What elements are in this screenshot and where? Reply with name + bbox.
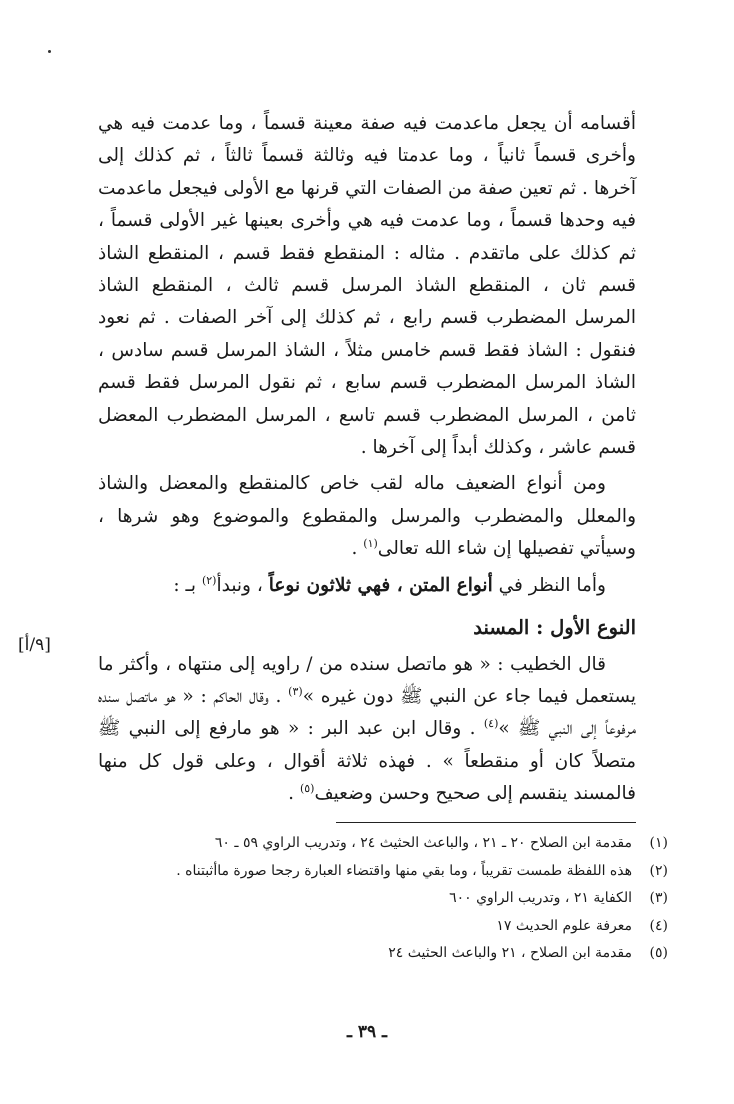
paragraph-3-end: بـ : [173, 574, 202, 596]
footnote-ref-2[interactable]: (٢) [201, 573, 217, 587]
footnote-number: (١) [649, 835, 668, 851]
main-text [98, 108, 636, 811]
footnote-item [98, 885, 668, 913]
footnote-ref-3[interactable]: (٣) [288, 684, 303, 698]
section-heading: النوع الأول : المسند [473, 616, 636, 640]
footnote-number: (٣) [649, 890, 668, 906]
paragraph-2-end: . [351, 538, 364, 560]
paragraph-2 [98, 468, 636, 565]
paragraph-1: أقسامه أن يجعل ماعدمت فيه صفة معينة قسماً ، وما عدمت فيه هي وأخرى قسماً ثانياً ، وما عدمتا فيه وثالثة قسماً ثالثاً ، ثم كذلك إلى آخرها . ثم تعين صفة من الصفات التي قرنها مع الأولى فيجعل ماعدمت فيه وحدها قسماً ، وما عدمت فيه هي وأخرى بعينها غير الأولى قسماً ، ثم كذلك على ماتقدم . مثاله : المنقطع فقط قسم ، المنقطع الشاذ قسم ثان ، المنقطع الشاذ المرسل قسم ثالث ، المنقطع الشاذ المرسل المضطرب قسم رابع ، ثم كذلك إلى آخر الصفات . ثم نعود فنقول : الشاذ فقط قسم خامس مثلاً ، الشاذ المرسل قسم سادس ، الشاذ المرسل المضطرب قسم سابع ، ثم نقول المرسل فقط قسم ثامن ، المرسل المضطرب قسم تاسع ، المرسل المضطرب المعضل قسم عاشر ، وكذلك أبداً إلى آخرها . [98, 113, 636, 459]
footnote-ref-5[interactable]: (٥) [299, 781, 315, 795]
footnote-text: مقدمة ابن الصلاح ٢٠ ـ ٢١ ، والباعث الحثيث ٢٤ ، وتدريب الراوي ٥٩ ـ ٦٠ [214, 835, 632, 851]
paragraph-2-text: ومن أنواع الضعيف ماله لقب خاص كالمنقطع والمعضل والشاذ والمعلل والمضطرب والمرسل والمقطوع والموضوع وهو شرها ، وسيأتي تفصيلها إن شاء الله تعالى [98, 473, 636, 560]
manuscript-folio-ref: [٩/أ] [18, 635, 51, 655]
ink-speck [48, 50, 51, 53]
paragraph-4-end: . [288, 783, 300, 805]
paragraph-4-part-2: . وقال الحاكم : « هو ماتصل سنده مرفوعاً إلى النبي ﷺ » [98, 685, 636, 740]
footnote-item [98, 858, 668, 886]
footnote-ref-4[interactable]: (٤) [483, 717, 499, 731]
footnote-number: (٢) [649, 862, 668, 879]
footnotes [98, 830, 668, 968]
footnote-text: الكفاية ٢١ ، وتدريب الراوي ٦٠٠ [449, 890, 632, 906]
paragraph-3-middle: ، ونبدأ [216, 574, 269, 596]
footnote-number: (٥) [649, 945, 668, 961]
footnote-text: هذه اللفظة طمست تقريباً ، وما بقي منها واقتضاء العبارة رجحا صورة ماأثبتناه . [176, 862, 632, 879]
footnote-item [98, 830, 668, 858]
paragraph-4-part-1: قال الخطيب : « هو ماتصل سنده من / راويه إلى منتهاه ، وأكثر ما يستعمل فيما جاء عن النبي ﷺ دون غيره » [98, 653, 636, 707]
footnote-divider [336, 822, 636, 823]
paragraph-4 [98, 649, 636, 811]
footnote-text: مقدمة ابن الصلاح ، ٢١ والباعث الحثيث ٢٤ [388, 945, 632, 961]
paragraph-3 [98, 570, 636, 602]
paragraph-3-start: وأما النظر في [492, 574, 606, 596]
paragraph-4-part-3: . وقال ابن عبد البر : « هو مارفع إلى النبي ﷺ متصلاً كان أو منقطعاً » . فهذه ثلاثة أقوال ، وعلى قول كل منها فالمسند ينقسم إلى صحيح وحسن وضعيف [98, 718, 636, 805]
paragraph-3-bold: أنواع المتن ، فهي ثلاثون نوعاً [268, 574, 493, 596]
footnote-ref-1[interactable]: (١) [363, 537, 378, 551]
footnote-number: (٤) [649, 917, 668, 934]
page-number: ـ ٣٩ ـ [346, 1022, 388, 1042]
footnote-item [98, 940, 668, 968]
footnote-item [98, 913, 668, 941]
footnote-text: معرفة علوم الحديث ١٧ [496, 917, 632, 934]
